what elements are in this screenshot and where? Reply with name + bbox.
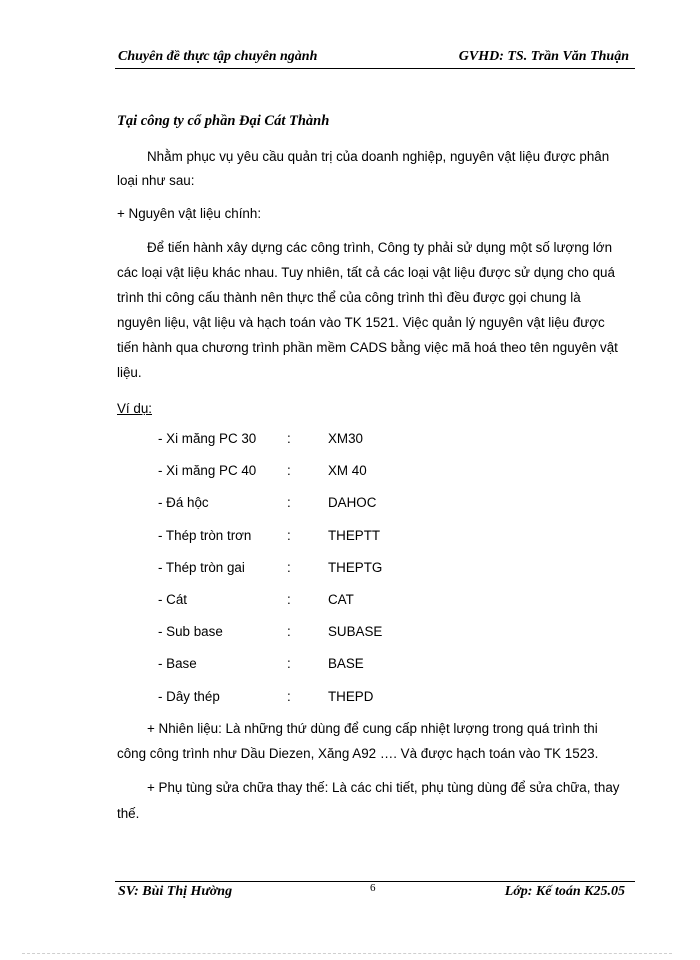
- example-label: Ví dụ:: [117, 401, 152, 416]
- footer-student: SV: Bùi Thị Hường: [118, 884, 233, 899]
- material-separator: :: [287, 689, 291, 704]
- material-name: - Đá hộc: [158, 495, 209, 510]
- material-separator: :: [287, 528, 291, 543]
- paragraph-line: + Nhiên liệu: Là những thứ dùng để cung cấp nhiệt lượng trong quá trình thi: [147, 721, 598, 736]
- paragraph-line: trình thi công cấu thành nên thực thể của công trình thì đều được gọi chung là: [117, 290, 581, 305]
- list-heading: + Nguyên vật liệu chính:: [117, 206, 262, 221]
- header-supervisor: GVHD: TS. Trần Văn Thuận: [458, 49, 629, 64]
- material-code: DAHOC: [328, 495, 377, 510]
- material-name: - Dây thép: [158, 689, 220, 704]
- paragraph-line: Để tiến hành xây dựng các công trình, Công ty phải sử dụng một số lượng lớn: [147, 240, 613, 255]
- material-code: SUBASE: [328, 624, 383, 639]
- material-name: - Xi măng PC 30: [158, 431, 257, 446]
- header-divider: [115, 68, 635, 69]
- page-header: [115, 47, 635, 69]
- paragraph-line: nguyên liệu, vật liệu và hạch toán vào TK 1521. Việc quản lý nguyên vật liệu được: [117, 315, 605, 330]
- paragraph-line: Nhằm phục vụ yêu cầu quản trị của doanh nghiệp, nguyên vật liệu được phân: [147, 149, 610, 164]
- material-name: - Thép tròn gai: [158, 560, 245, 575]
- material-separator: :: [287, 592, 291, 607]
- header-course-title: Chuyên đề thực tập chuyên ngành: [118, 49, 318, 64]
- material-name: - Thép tròn trơn: [158, 528, 252, 543]
- material-code: BASE: [328, 656, 364, 671]
- paragraph-line: + Phụ tùng sửa chữa thay thế: Là các chi tiết, phụ tùng dùng để sửa chữa, thay: [147, 780, 620, 795]
- material-separator: :: [287, 656, 291, 671]
- paragraph-line: công công trình như Dầu Diezen, Xăng A92 …. Và được hạch toán vào TK 1523.: [117, 746, 599, 761]
- material-code: THEPTG: [328, 560, 383, 575]
- page-footer: [115, 882, 635, 904]
- material-separator: :: [287, 560, 291, 575]
- material-code: XM 40: [328, 463, 367, 478]
- material-code: XM30: [328, 431, 363, 446]
- footer-class: Lớp: Kế toán K25.05: [504, 884, 625, 899]
- paragraph-line: liệu.: [117, 365, 142, 380]
- material-separator: :: [287, 463, 291, 478]
- paragraph-line: tiến hành qua chương trình phần mềm CADS bằng việc mã hoá theo tên nguyên vật: [117, 340, 618, 355]
- paragraph-line: các loại vật liệu khác nhau. Tuy nhiên, tất cả các loại vật liệu được sử dụng cho quá: [117, 265, 615, 280]
- page-bottom-border: [22, 953, 672, 954]
- material-separator: :: [287, 431, 291, 446]
- material-separator: :: [287, 624, 291, 639]
- page-number: 6: [370, 882, 376, 894]
- material-name: - Cát: [158, 592, 188, 607]
- material-code: THEPTT: [328, 528, 381, 543]
- paragraph-line: thế.: [117, 806, 140, 821]
- material-code: CAT: [328, 592, 354, 607]
- paragraph-line: loại như sau:: [117, 173, 195, 188]
- material-name: - Base: [158, 656, 197, 671]
- section-title: Tại công ty cổ phần Đại Cát Thành: [117, 113, 330, 129]
- material-name: - Sub base: [158, 624, 223, 639]
- material-name: - Xi măng PC 40: [158, 463, 257, 478]
- material-separator: :: [287, 495, 291, 510]
- material-code: THEPD: [328, 689, 374, 704]
